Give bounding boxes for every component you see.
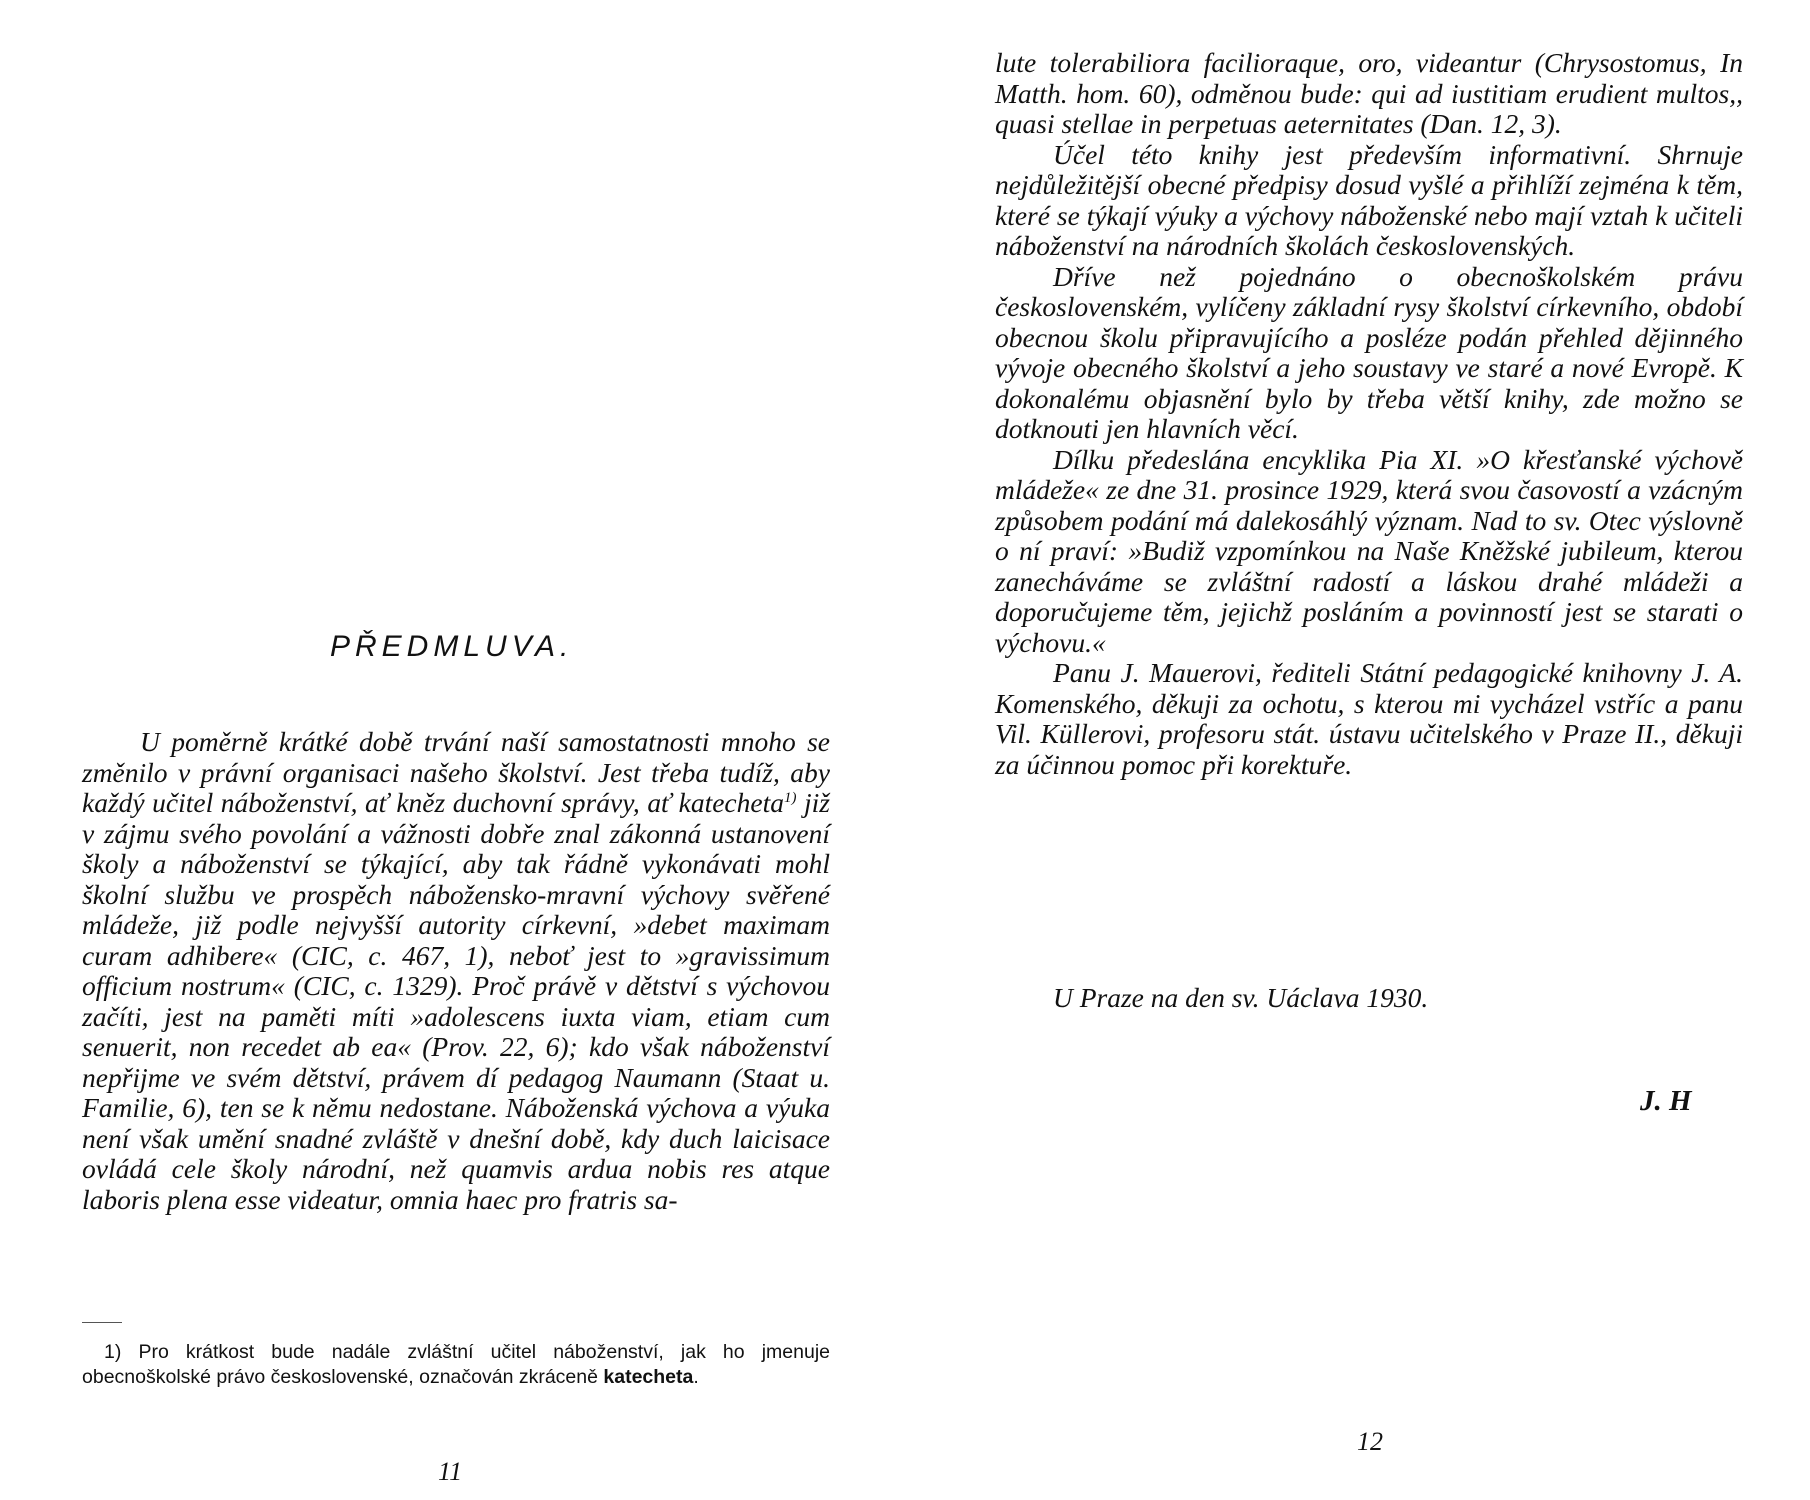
page-number-left: 11: [438, 1457, 463, 1486]
preface-paragraph: Dříve než pojednáno o obecnoškolském právu československém, vylíčeny základní rysy školství církevního, období obecnou školu připravujícího a posléze podán přehled dějinného vývoje obecného školství a jeho soustavy ve staré a nové Evropě. K dokonalému objasnění bylo by třeba větší knihy, zde možno se dotknouti jen hlavních věcí.: [995, 260, 1743, 444]
signature: J. H: [1640, 1085, 1692, 1117]
footnote-end: .: [693, 1366, 699, 1388]
footnote: [82, 1340, 830, 1390]
right-page: [905, 0, 1810, 1500]
preface-paragraph: Dílku předeslána encyklika Pia XI. »O křesťanské výchově mládeže« ze dne 31. prosince 1929, která svou časovostí a vzácným způsobem podání má dalekosáhlý význam. Nad to sv. Otec výslovně o ní praví: »Budiž vzpomínkou na Naše Kněžské jubileum, kterou zanecháváme se zvláštní radostí a láskou drahé mládeži a doporučujeme těm, jejichž posláním a povinností jest se starati o výchovu.«: [995, 443, 1743, 658]
page-heading: PŘEDMLUVA.: [330, 630, 574, 663]
footnote-divider: [82, 1322, 122, 1323]
date-line: U Praze na den sv. Uáclava 1930.: [1053, 982, 1429, 1013]
preface-paragraph: lute tolerabiliora facilioraque, oro, videantur (Chrysostomus, In Matth. hom. 60), odměnou bude: qui ad iustitiam erudient multos,, quasi stellae in perpetuas aeternitates (Dan. 12, 3).: [995, 47, 1743, 139]
preface-paragraph-1: [82, 727, 830, 1215]
page-number-right: 12: [1357, 1427, 1383, 1456]
preface-body-left: [82, 727, 830, 1215]
paragraph-text-continued: již v zájmu svého povolání a vážnosti dobře znal zákonná ustanovení školy a náboženství se týkající, aby tak řádně vykonávati mohl školní službu ve prospěch nábožensko-mravní výchovy svěřené mládeže, již podle nejvyšší autority církevní, »debet maximam curam adhibere« (CIC, c. 467, 1), neboť jest to »gravissimum officium nostrum« (CIC, c. 1329). Proč právě v dětství s výchovou začíti, jest na paměti míti »adolescens iuxta viam, etiam cum senuerit, non recedet ab ea« (Prov. 22, 6); kdo však náboženství nepřijme ve svém dětství, právem dí pedagog Naumann (Staat u. Familie, 6), ten se k němu nedostane. Náboženská výchova a výuka není však umění snadné zvláště v dnešní době, kdy duch laicisace ovládá cele školy národní, než quamvis ardua nobis res atque laboris plena esse videatur, omnia haec pro fratris sa-: [82, 787, 830, 1215]
paragraph-text: U poměrně krátké době trvání naší samostatnosti mnoho se změnilo v právní organisaci našeho školství. Jest třeba tudíž, aby každý učitel náboženství, ať kněz duchovní správy, ať katecheta: [82, 726, 830, 818]
footnote-reference: 1): [783, 789, 797, 806]
footnote-bold-term: katecheta: [603, 1366, 694, 1388]
preface-body-right: [995, 48, 1743, 780]
footnote-text: Pro krátkost bude nadále zvláštní učitel náboženství, jak ho jmenuje obecnoškolské právo československé, označován zkráceně: [82, 1341, 830, 1388]
preface-paragraph: Panu J. Mauerovi, řediteli Státní pedagogické knihovny J. A. Komenského, děkuji za ochotu, s kterou mi vycházel vstříc a panu Vil. Küllerovi, profesoru stát. ústavu učitelského v Praze II., děkuji za účinnou pomoc při korektuře.: [995, 657, 1743, 780]
footnote-marker: 1): [104, 1341, 122, 1363]
preface-paragraph: Účel této knihy jest především informativní. Shrnuje nejdůležitější obecné předpisy dosud vyšlé a přihlíží zejména k těm, které se týkají výuky a výchovy náboženské nebo mají vztah k učiteli náboženství na národních školách československých.: [995, 138, 1743, 261]
